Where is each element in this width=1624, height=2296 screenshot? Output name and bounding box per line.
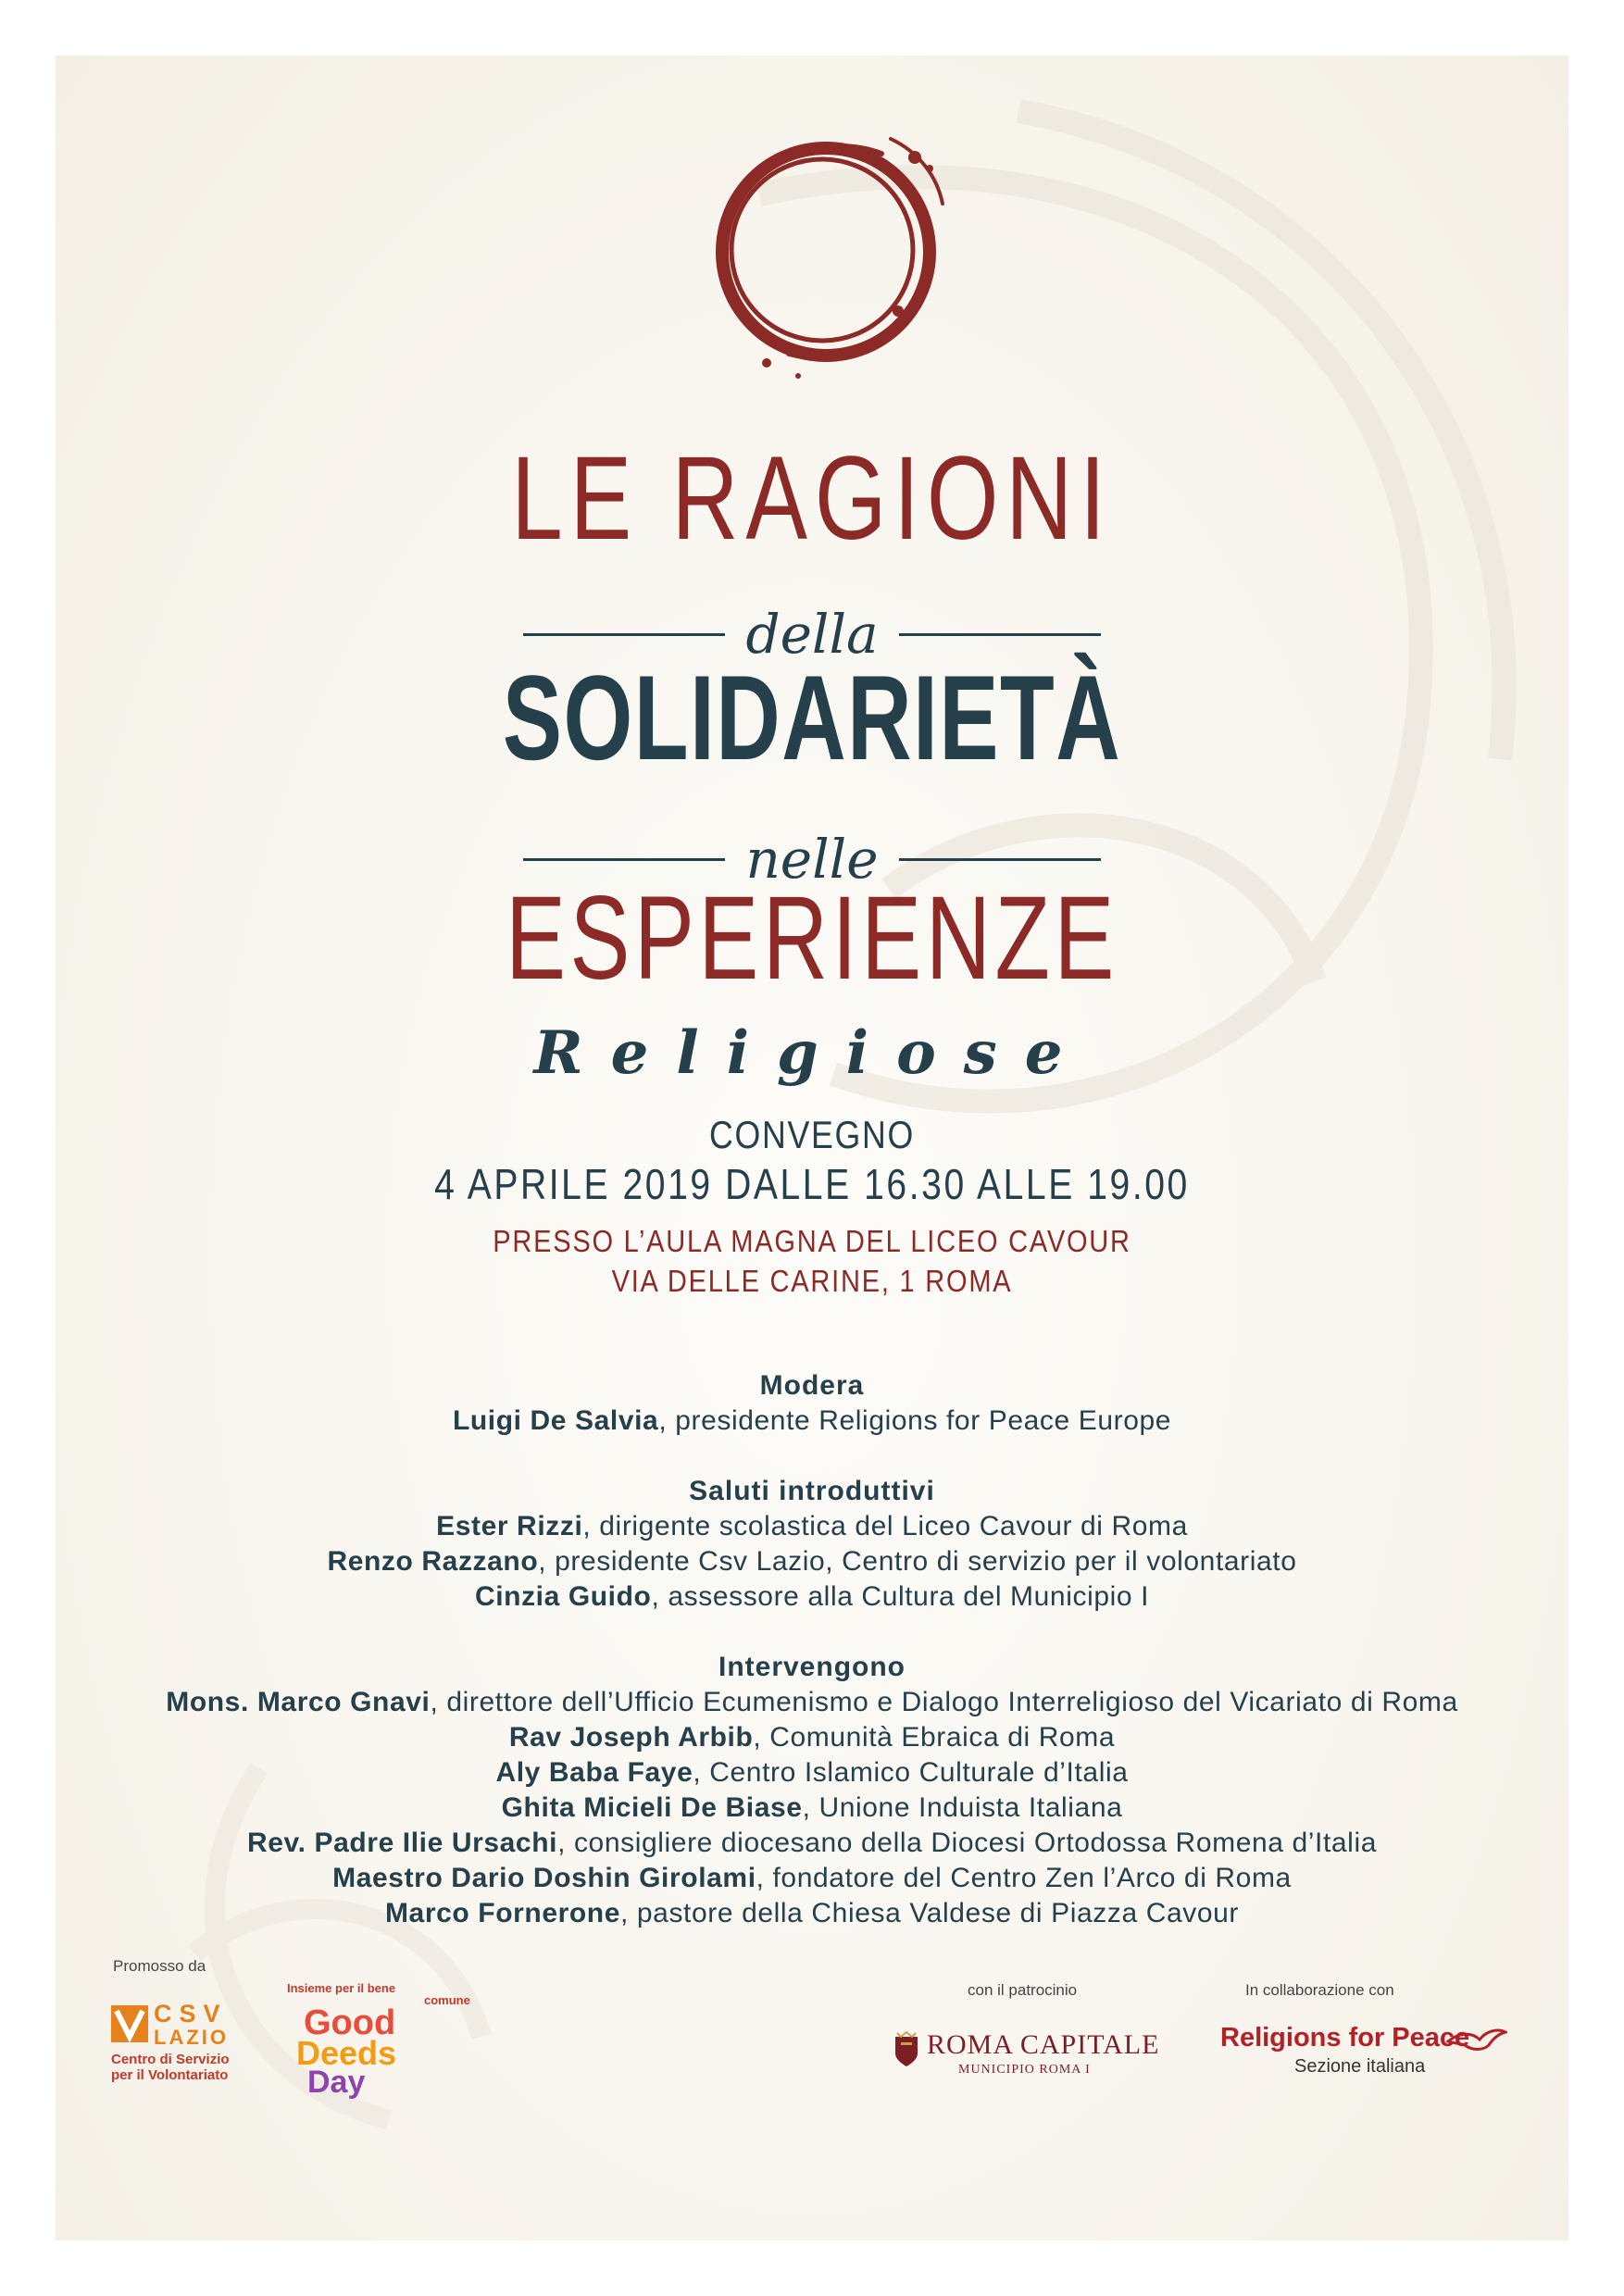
speaker-role: , pastore della Chiesa Valdese di Piazza Cavour — [620, 1898, 1240, 1928]
rfp-name: Religions for Peace — [1220, 2023, 1470, 2053]
speaker-name: Ghita Micieli De Biase — [501, 1792, 803, 1823]
speaker-row — [56, 1791, 1568, 1826]
speaker-role: , Centro Islamico Culturale d’Italia — [693, 1757, 1129, 1788]
speaker-row — [56, 1896, 1568, 1931]
speaker-role: , assessore alla Cultura del Municipio I — [651, 1581, 1150, 1612]
speaker-row — [56, 1755, 1568, 1791]
speaker-role: , Unione Induista Italiana — [802, 1792, 1123, 1823]
rfp-subtitle: Sezione italiana — [1294, 2056, 1426, 2077]
event-venue: PRESSO L’AULA MAGNA DEL LICEO CAVOUR — [493, 1224, 1131, 1258]
programme-section — [56, 1474, 1568, 1615]
speaker-name: Renzo Razzano — [327, 1546, 539, 1577]
promoted-label: Promosso da — [113, 1957, 206, 1975]
csv-subtitle-line: per il Volontariato — [111, 2067, 229, 2083]
speaker-row — [56, 1544, 1568, 1579]
title-della: della — [745, 603, 879, 666]
speaker-row — [56, 1509, 1568, 1544]
good-deeds-day-logo — [287, 1981, 472, 2102]
gdd-tagline: Insieme per il bene — [287, 1981, 396, 1995]
speaker-name: Marco Fornerone — [384, 1898, 621, 1928]
title-rule — [523, 858, 725, 861]
programme — [56, 1368, 1568, 1966]
speaker-role: , Comunità Ebraica di Roma — [753, 1722, 1116, 1753]
poster — [56, 56, 1568, 2240]
speaker-row — [56, 1861, 1568, 1896]
speaker-name: Rev. Padre Ilie Ursachi — [247, 1828, 558, 1858]
event-address: VIA DELLE CARINE, 1 ROMA — [611, 1264, 1013, 1298]
speaker-row — [56, 1826, 1568, 1861]
event-datetime: 4 APRILE 2019 DALLE 16.30 ALLE 19.00 — [434, 1160, 1190, 1208]
title-rule — [899, 858, 1101, 861]
roma-municipio: MUNICIPIO ROMA I — [958, 2063, 1091, 2077]
ring-logo-icon — [687, 111, 965, 389]
title-le-ragioni: LE RAGIONI — [511, 432, 1113, 565]
dove-icon — [1446, 2025, 1507, 2053]
speaker-name: Aly Baba Faye — [495, 1757, 693, 1788]
collaboration-label: In collaborazione con — [1245, 1981, 1394, 1999]
speaker-row — [56, 1720, 1568, 1755]
programme-heading: Saluti introduttivi — [689, 1476, 935, 1506]
title-solidarieta: SOLIDARIETÀ — [502, 650, 1122, 785]
title-rule — [899, 633, 1101, 636]
speaker-role: , consigliere diocesano della Diocesi Ortodossa Romena d’Italia — [557, 1828, 1377, 1858]
gdd-day: Day — [307, 2065, 366, 2100]
speaker-name: Maestro Dario Doshin Girolami — [332, 1863, 756, 1893]
programme-section — [56, 1650, 1568, 1931]
speaker-row — [56, 1579, 1568, 1615]
speaker-name: Cinzia Guido — [474, 1581, 652, 1612]
title-esperienze: ESPERIENZE — [506, 872, 1118, 1004]
speaker-role: , presidente Religions for Peace Europe — [658, 1405, 1172, 1436]
speaker-row — [56, 1404, 1568, 1439]
speaker-role: , direttore dell’Ufficio Ecumenismo e Dialogo Interreligioso del Vicariato di Roma — [430, 1687, 1458, 1717]
event-type: CONVEGNO — [709, 1113, 915, 1156]
gdd-deeds: Deeds — [296, 2034, 397, 2072]
speaker-name: Rav Joseph Arbib — [508, 1722, 754, 1753]
title-religiose: Religiose — [533, 1018, 1091, 1088]
title-rule — [523, 633, 725, 636]
csv-subtitle-line: Centro di Servizio — [111, 2052, 230, 2067]
speaker-name: Ester Rizzi — [436, 1511, 583, 1541]
programme-section — [56, 1368, 1568, 1439]
roma-crest-icon — [893, 2031, 919, 2068]
csv-subtitle — [111, 2052, 230, 2083]
speaker-name: Luigi De Salvia — [452, 1405, 659, 1436]
csv-word-lazio: LAZIO — [154, 2026, 229, 2049]
title-nelle: nelle — [745, 828, 879, 891]
csv-word: CSV — [154, 2000, 228, 2028]
speaker-name: Mons. Marco Gnavi — [166, 1687, 431, 1717]
speaker-role: , fondatore del Centro Zen l’Arco di Roma — [756, 1863, 1292, 1893]
programme-heading: Modera — [759, 1370, 865, 1401]
gdd-tagline-2: comune — [424, 1993, 470, 2007]
speaker-role: , presidente Csv Lazio, Centro di servizio per il volontariato — [538, 1546, 1297, 1577]
gdd-good: Good — [304, 2003, 396, 2042]
roma-capitale-name: ROMA CAPITALE — [927, 2029, 1160, 2060]
programme-heading: Intervengono — [718, 1652, 906, 1682]
patronage-label: con il patrocinio — [968, 1981, 1078, 1999]
religions-for-peace-logo — [1220, 2023, 1517, 2088]
csv-lazio-logo — [111, 2000, 259, 2092]
csv-v-icon — [111, 2005, 148, 2042]
speaker-row — [56, 1685, 1568, 1720]
speaker-role: , dirigente scolastica del Liceo Cavour di Roma — [582, 1511, 1188, 1541]
roma-capitale-logo — [893, 2028, 1171, 2083]
